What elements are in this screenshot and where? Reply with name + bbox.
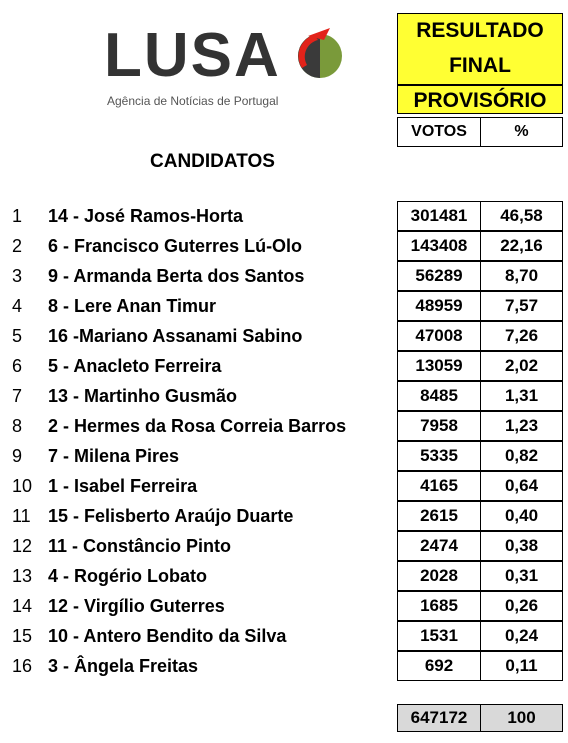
logo-tagline: Agência de Notícias de Portugal [107, 94, 279, 108]
candidate-votes: 48959 [397, 291, 481, 321]
status-line-resultado: RESULTADO [416, 19, 544, 42]
candidate-percent: 22,16 [480, 231, 563, 261]
candidate-votes: 4165 [397, 471, 481, 501]
total-row [0, 704, 568, 732]
candidate-rank: 2 [12, 236, 23, 256]
table-row [0, 351, 568, 381]
candidate-rank: 9 [12, 446, 23, 466]
candidate-name: 2 - Hermes da Rosa Correia Barros [48, 416, 347, 436]
candidate-percent: 0,24 [480, 621, 563, 651]
lusa-circle-logo-icon [294, 26, 346, 82]
table-row [0, 471, 568, 501]
candidate-rank: 1 [12, 206, 23, 226]
table-row [0, 621, 568, 651]
candidate-percent: 8,70 [480, 261, 563, 291]
candidate-votes: 692 [397, 651, 481, 681]
table-row [0, 561, 568, 591]
candidate-rank: 5 [12, 326, 23, 346]
logo-wordmark: LUSA [104, 21, 281, 90]
lusa-logo [104, 22, 354, 112]
candidate-rank: 4 [12, 296, 23, 316]
candidate-percent: 7,26 [480, 321, 563, 351]
candidate-name: 9 - Armanda Berta dos Santos [48, 266, 305, 286]
candidate-votes: 7958 [397, 411, 481, 441]
table-row [0, 261, 568, 291]
candidate-votes: 301481 [397, 201, 481, 231]
candidate-percent: 46,58 [480, 201, 563, 231]
candidate-rank: 12 [12, 536, 33, 556]
candidate-name: 8 - Lere Anan Timur [48, 296, 217, 316]
candidate-name: 12 - Virgílio Guterres [48, 596, 225, 616]
candidate-rank: 8 [12, 416, 23, 436]
candidate-votes: 2028 [397, 561, 481, 591]
candidate-name: 7 - Milena Pires [48, 446, 180, 466]
percent-column-header: % [480, 117, 563, 147]
table-row [0, 411, 568, 441]
candidate-rank: 16 [12, 656, 33, 676]
candidate-name: 3 - Ângela Freitas [48, 656, 199, 676]
candidate-votes: 13059 [397, 351, 481, 381]
table-row [0, 321, 568, 351]
table-row [0, 201, 568, 231]
candidate-rank: 15 [12, 626, 33, 646]
candidate-rank: 11 [12, 506, 31, 526]
table-row [0, 231, 568, 261]
candidate-name: 5 - Anacleto Ferreira [48, 356, 222, 376]
candidate-votes: 1531 [397, 621, 481, 651]
candidate-rank: 7 [12, 386, 23, 406]
candidate-name: 16 -Mariano Assanami Sabino [48, 326, 303, 346]
candidate-votes: 1685 [397, 591, 481, 621]
candidate-name: 6 - Francisco Guterres Lú-Olo [48, 236, 303, 256]
table-row [0, 651, 568, 681]
candidate-rank: 10 [12, 476, 33, 496]
result-status-box [397, 13, 563, 114]
table-row [0, 291, 568, 321]
candidate-percent: 0,11 [480, 651, 563, 681]
table-row [0, 501, 568, 531]
candidate-percent: 0,82 [480, 441, 563, 471]
candidate-percent: 1,23 [480, 411, 563, 441]
section-title: CANDIDATOS [150, 151, 275, 172]
candidate-votes: 2474 [397, 531, 481, 561]
votes-column-header: VOTOS [397, 117, 481, 147]
candidate-rank: 6 [12, 356, 23, 376]
candidate-percent: 0,26 [480, 591, 563, 621]
candidate-rank: 13 [12, 566, 33, 586]
total-percent: 100 [480, 704, 563, 732]
candidate-percent: 7,57 [480, 291, 563, 321]
candidate-votes: 143408 [397, 231, 481, 261]
table-row [0, 381, 568, 411]
status-line-final: FINAL [449, 54, 511, 77]
table-row [0, 531, 568, 561]
candidate-name: 15 - Felisberto Araújo Duarte [48, 506, 294, 526]
candidate-percent: 0,40 [480, 501, 563, 531]
candidate-rank: 3 [12, 266, 23, 286]
candidate-votes: 56289 [397, 261, 481, 291]
candidate-percent: 0,38 [480, 531, 563, 561]
status-line-provisorio: PROVISÓRIO [413, 89, 547, 112]
candidate-percent: 0,64 [480, 471, 563, 501]
candidate-votes: 47008 [397, 321, 481, 351]
table-row [0, 441, 568, 471]
candidate-percent: 2,02 [480, 351, 563, 381]
table-row [0, 591, 568, 621]
candidate-percent: 0,31 [480, 561, 563, 591]
candidate-votes: 2615 [397, 501, 481, 531]
candidate-name: 1 - Isabel Ferreira [48, 476, 198, 496]
candidate-votes: 5335 [397, 441, 481, 471]
status-divider [398, 84, 562, 86]
candidate-percent: 1,31 [480, 381, 563, 411]
total-votes: 647172 [397, 704, 481, 732]
candidate-name: 4 - Rogério Lobato [48, 566, 207, 586]
candidate-name: 14 - José Ramos-Horta [48, 206, 244, 226]
candidate-rank: 14 [12, 596, 33, 616]
candidate-name: 13 - Martinho Gusmão [48, 386, 238, 406]
candidate-votes: 8485 [397, 381, 481, 411]
candidate-name: 10 - Antero Bendito da Silva [48, 626, 287, 646]
candidate-name: 11 - Constâncio Pinto [48, 536, 232, 556]
